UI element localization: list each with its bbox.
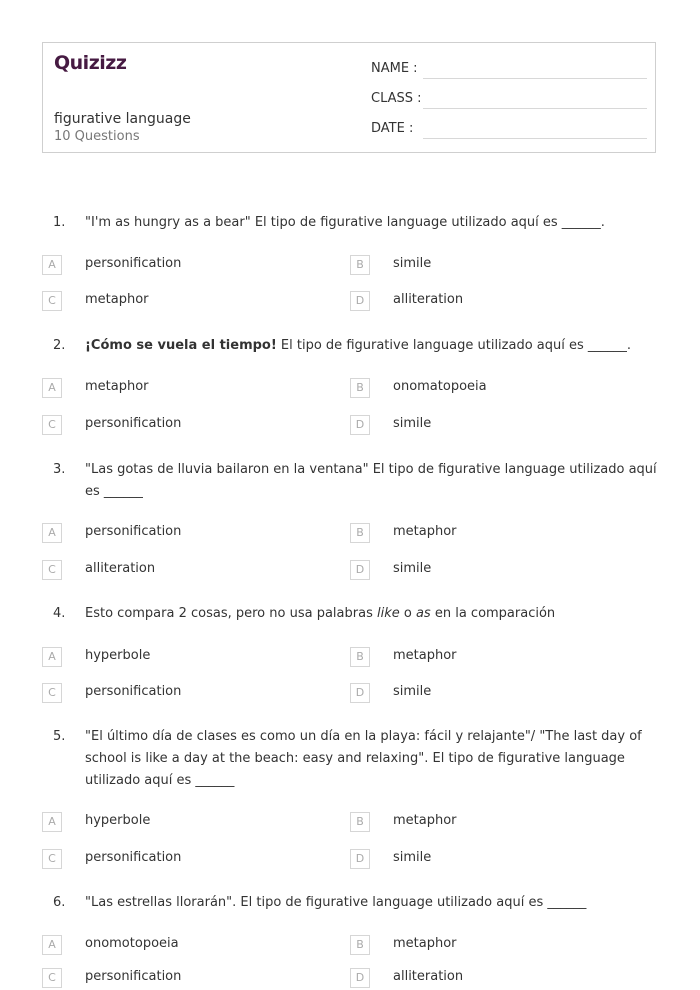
option-text: metaphor [393,936,457,951]
option-text: simile [393,850,432,865]
option-letter: B [350,935,370,955]
option-text: metaphor [393,813,457,828]
option-letter: B [350,523,370,543]
option-text: onomotopoeia [85,936,179,951]
worksheet-header [42,42,656,153]
question-rest-text: El tipo de figurative language utilizado aquí es ______. [276,338,632,353]
option-text: alliteration [393,292,464,307]
option-text: metaphor [85,292,149,307]
option-text: alliteration [85,561,156,576]
option-letter: D [350,683,370,703]
option-text: personification [85,969,182,984]
option-text: alliteration [393,969,464,984]
option-letter: A [42,812,62,832]
option-letter: A [42,523,62,543]
question-text: "I'm as hungry as a bear" El tipo de figurative language utilizado aquí es ______. [85,215,605,230]
question-number: 5. [53,729,66,744]
option-text: hyperbole [85,813,151,828]
option-letter: B [350,812,370,832]
option-text: simile [393,684,432,699]
class-line [423,108,647,109]
option-letter: B [350,647,370,667]
option-letter: D [350,291,370,311]
option-text: simile [393,416,432,431]
option-letter: D [350,968,370,988]
option-letter: B [350,378,370,398]
question-number: 4. [53,606,66,621]
name-label: NAME : [371,61,418,76]
question-text-part: o [399,606,416,621]
option-text: personification [85,524,182,539]
option-letter: A [42,255,62,275]
option-letter: A [42,647,62,667]
option-text: personification [85,850,182,865]
option-letter: D [350,415,370,435]
question-count: 10 Questions [54,129,140,144]
option-letter: C [42,560,62,580]
question-text: "El último día de clases es como un día en la playa: fácil y relajante"/ "The last day of school is like a day at the beach: easy and relaxing". El tipo de figurative language utilizado aquí es ______ [85,729,642,788]
option-text: personification [85,416,182,431]
class-label: CLASS : [371,91,422,106]
option-letter: B [350,255,370,275]
question-text-part: en la comparación [430,606,556,621]
question-number: 2. [53,338,66,353]
option-letter: C [42,415,62,435]
option-text: simile [393,256,432,271]
quizizz-logo: Quizizz [54,52,127,74]
question-number: 6. [53,895,66,910]
worksheet-title: figurative language [54,111,191,127]
question-text-part: Esto compara 2 cosas, pero no usa palabras [85,606,377,621]
option-text: metaphor [393,524,457,539]
option-letter: C [42,849,62,869]
name-line [423,78,647,79]
date-label: DATE : [371,121,414,136]
option-text: simile [393,561,432,576]
option-letter: A [42,935,62,955]
question-text [85,603,660,625]
question-text [85,335,660,357]
option-text: personification [85,256,182,271]
option-letter: C [42,291,62,311]
option-letter: D [350,560,370,580]
option-letter: C [42,968,62,988]
question-number: 1. [53,215,66,230]
question-text: "Las gotas de lluvia bailaron en la ventana" El tipo de figurative language utilizado aquí es ______ [85,462,657,499]
option-letter: A [42,378,62,398]
question-text: "Las estrellas llorarán". El tipo de figurative language utilizado aquí es ______ [85,895,587,910]
option-text: metaphor [85,379,149,394]
option-text: metaphor [393,648,457,663]
question-bold-text: ¡Cómo se vuela el tiempo! [85,338,277,353]
question-number: 3. [53,462,66,477]
option-letter: D [350,849,370,869]
option-text: personification [85,684,182,699]
question-italic-text: as [415,606,431,621]
question-italic-text: like [376,606,400,621]
date-line [423,138,647,139]
option-text: hyperbole [85,648,151,663]
option-text: onomatopoeia [393,379,487,394]
option-letter: C [42,683,62,703]
